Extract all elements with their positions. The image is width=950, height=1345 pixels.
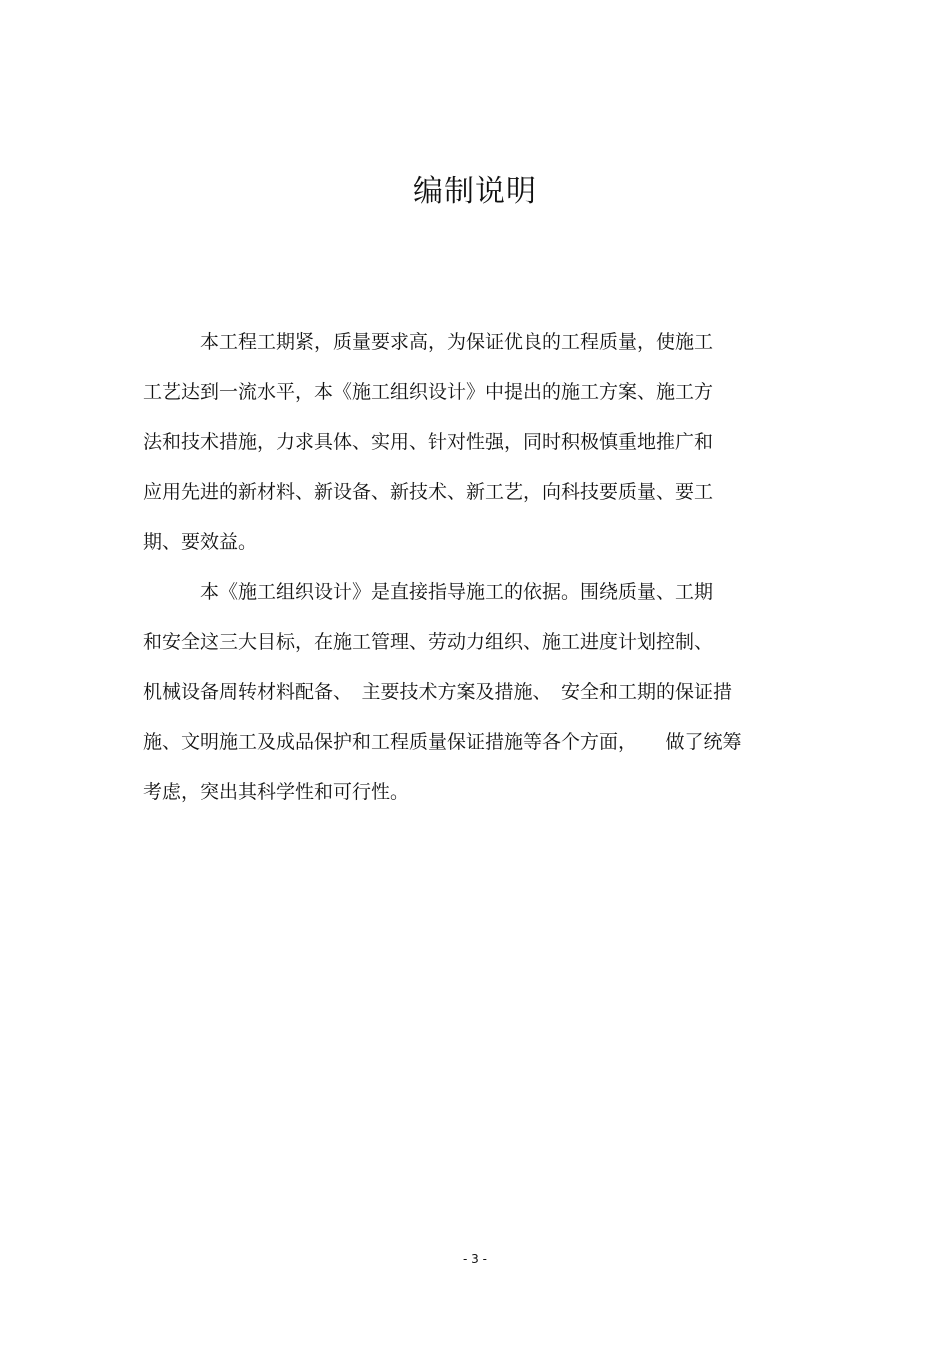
page-number: - 3 - [463, 1252, 487, 1266]
paragraph-line: 期、要效益。 [143, 531, 258, 553]
paragraph-line: 和安全这三大目标，在施工管理、劳动力组织、施工进度计划控制、 [143, 631, 714, 653]
paragraph-line: 机械设备周转材料配备、 主要技术方案及措施、 安全和工期的保证措 [143, 681, 733, 703]
page-title: 编制说明 [413, 174, 537, 209]
paragraph-line: 工艺达到一流水平，本《施工组织设计》中提出的施工方案、施工方 [143, 381, 714, 403]
paragraph-line: 应用先进的新材料、新设备、新技术、新工艺，向科技要质量、要工 [143, 481, 714, 503]
paragraph-line: 本工程工期紧，质量要求高，为保证优良的工程质量，使施工 [143, 331, 714, 353]
paragraph-line: 施、文明施工及成品保护和工程质量保证措施等各个方面， 做了统筹 [143, 731, 742, 753]
paragraph-line: 考虑，突出其科学性和可行性。 [143, 781, 410, 803]
paragraph-line: 本《施工组织设计》是直接指导施工的依据。围绕质量、工期 [143, 581, 714, 603]
paragraph-2 [143, 567, 823, 817]
paragraph-1 [143, 317, 823, 567]
paragraph-line: 法和技术措施，力求具体、实用、针对性强，同时积极慎重地推广和 [143, 431, 714, 453]
